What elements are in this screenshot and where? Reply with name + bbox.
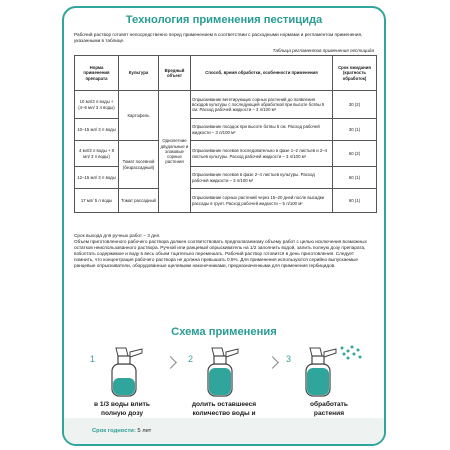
cell-norm: 10 мл/3 л воды + (4–6 мл/ 3 л воды) [75, 91, 119, 119]
table-caption: Таблица регламентов применения пестицида [272, 48, 374, 53]
cell-wait: 30 (2) [333, 91, 377, 119]
intro-text: Рабочий раствор готовят непосредственно перед применением в соответствии с расходными нормами и регламентом применения, указанными в таблице. [74, 32, 363, 43]
table-row [75, 91, 377, 119]
th-method: Способ, время обработки, особенности применения [191, 56, 333, 91]
sprayer-icon [200, 344, 242, 400]
spray-mist-icon [298, 344, 368, 400]
cell-wait: 30 (1) [333, 119, 377, 141]
instructions-text [74, 233, 374, 269]
shelf-life [92, 428, 151, 434]
table-row [75, 189, 377, 213]
cell-method: Опрыскивание посевов в фазе 2–4 листьев культуры. Расход рабочей жидкости – 3 л/100 м² [191, 167, 333, 189]
cell-norm: 4 мл/3 л воды + 8 мл/ 3 л воды) [75, 141, 119, 167]
step-1-number: 1 [90, 354, 96, 364]
arrow-right-icon [266, 356, 279, 369]
reentry-line: Срок выхода для ручных работ – 3 дня. [74, 233, 161, 238]
th-crop: Культура [119, 56, 159, 91]
th-object: Вредный объект [159, 56, 191, 91]
cell-norm: 12–15 мл/ 3 л воды [75, 167, 119, 189]
cell-method: Опрыскивание вегетирующих сорных растений до появления всходов культуры с последующей обработкой при высоте ботвы 5 см. Расход рабочей жидкости – 3 л/100 м² [191, 91, 333, 119]
regulation-table [74, 55, 377, 213]
cell-crop: Томат посевной (безрассадный) [119, 141, 159, 189]
cell-method: Опрыскивание сорных растений через 15–20 дней после высадки рассады в грунт. Расход рабочей жидкости – 5 л/100 м² [191, 189, 333, 213]
arrow-right-icon [164, 356, 177, 369]
step-2-number: 2 [188, 354, 194, 364]
th-wait: Срок ожидания (кратность обработок) [333, 56, 377, 91]
shelf-life-value: 5 лет [137, 428, 152, 434]
sprayer-icon [104, 344, 146, 400]
cell-norm: 10–15 мл/ 3 л воды [75, 119, 119, 141]
cell-crop: Картофель [119, 91, 159, 141]
page-title: Технология применения пестицида [125, 14, 323, 26]
table-row [75, 141, 377, 167]
label-frame [62, 6, 386, 446]
table-header-row [75, 56, 377, 91]
cell-method: Опрыскивание посадок при высоте ботвы 5 см. Расход рабочей жидкости – 3 л/100 м² [191, 119, 333, 141]
step-2-text: долить оставшееся количество воды и [191, 401, 257, 417]
cell-norm: 17 мл/ 5 л воды [75, 189, 119, 213]
cell-wait: 60 (2) [333, 141, 377, 167]
shelf-life-label: Срок годности: [92, 428, 136, 434]
cell-wait: 60 (1) [333, 189, 377, 213]
scheme-title: Схема применения [171, 326, 277, 338]
cell-wait: 60 (1) [333, 167, 377, 189]
step-3-text: обработать растения [310, 401, 348, 417]
preparation-paragraph: Объем приготовленного рабочего раствора должен соответствовать предполагаемому объему работ с целью исключения возможных остатков неиспользованного раствора. Ручной или ранцевый опрыскиватель на 1/2 заполнить водой, залить полную дозу препарата, взболтать содержимое и воду в весь объем тщательно перемешать. Рабочий раствор готовится в день приготовления. Следует помнить, что концентрация рабочего раствора не должна превышать 0,5%. Для применения используются серийно выпускаемые ранцевые опрыскиватели, оборудованные щелевыми наконечниками, предназначенными для применения гербицидов. [74, 239, 367, 268]
step-1-text: в 1/3 воды влить полную дозу [94, 401, 150, 417]
cell-object: Однолетние двудольные и злаковые сорные растения [159, 91, 191, 213]
th-norm: Норма применения препарата [75, 56, 119, 91]
step-3-number: 3 [286, 354, 292, 364]
cell-crop: Томат рассадный [119, 189, 159, 213]
cell-method: Опрыскивание посевов последовательно в фазе 1–2 листьев и 2–4 листьев культуры. Расход рабочей жидкости – 3 л/100 м² [191, 141, 333, 167]
